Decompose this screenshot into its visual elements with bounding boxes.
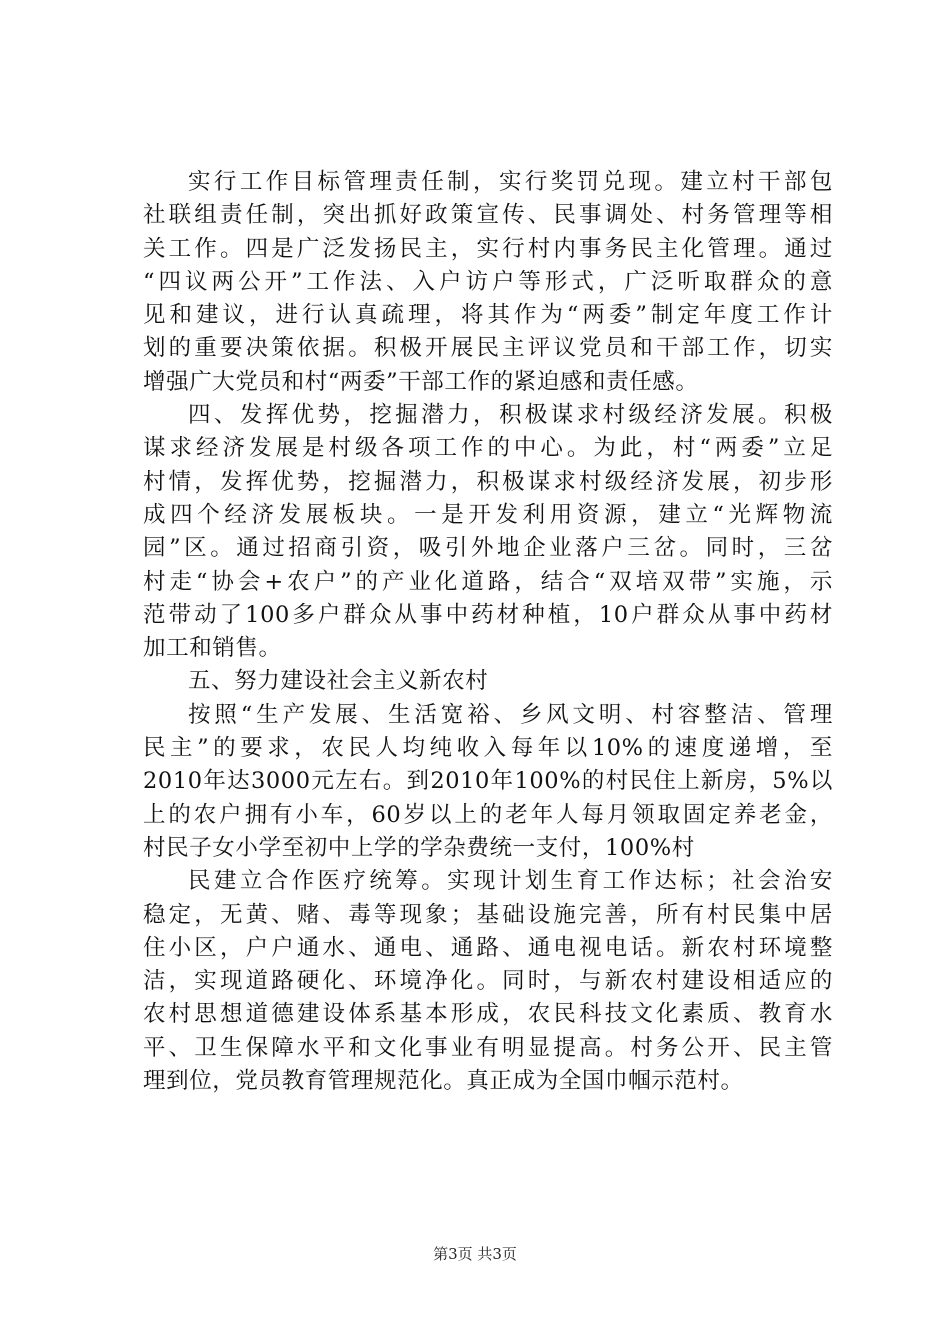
section-heading: 五、努力建设社会主义新农村 [188,668,489,695]
text-line: 民主”的要求，农民人均纯收入每年以10%的速度递增，至 [143,735,833,762]
text-line: 村民子女小学至初中上学的学杂费统一支付，100%村 [143,834,695,861]
text-line: 理到位，党员教育管理规范化。真正成为全国巾帼示范村。 [143,1068,744,1095]
text-line: 谋求经济发展是村级各项工作的中心。为此，村“两委”立足 [143,435,833,462]
page-number: 第3页 共3页 [433,1245,517,1263]
text-line: 民建立合作医疗统筹。实现计划生育工作达标；社会治安 [188,868,833,895]
page-footer [0,1244,950,1264]
text-line: 上的农户拥有小车，60岁以上的老年人每月领取固定养老金， [143,801,833,828]
section-heading-line: 四、发挥优势，挖掘潜力，积极谋求村级经济发展。积极 [188,402,833,429]
text-line: 2010年达3000元左右。到2010年100%的村民住上新房，5%以 [143,768,833,795]
text-line: 关工作。四是广泛发扬民主，实行村内事务民主化管理。通过 [143,235,833,262]
text-line: 村情，发挥优势，挖掘潜力，积极谋求村级经济发展，初步形 [143,468,833,495]
text-line: 按照“生产发展、生活宽裕、乡风文明、村容整洁、管理 [188,701,833,728]
text-line: 范带动了100多户群众从事中药材种植，10户群众从事中药材 [143,601,833,628]
text-line: 加工和销售。 [143,635,282,662]
text-line: 农村思想道德建设体系基本形成，农民科技文化素质、教育水 [143,1001,833,1028]
text-line: 实行工作目标管理责任制，实行奖罚兑现。建立村干部包 [188,169,833,195]
text-line: 见和建议，进行认真疏理，将其作为“两委”制定年度工作计 [143,302,833,329]
text-line: 划的重要决策依据。积极开展民主评议党员和干部工作，切实 [143,335,833,362]
text-line: 增强广大党员和村“两委”干部工作的紧迫感和责任感。 [143,368,699,395]
text-line: 成四个经济发展板块。一是开发利用资源，建立“光辉物流 [143,501,833,528]
text-line: 社联组责任制，突出抓好政策宣传、民事调处、村务管理等相 [143,202,833,229]
text-line: 平、卫生保障水平和文化事业有明显提高。村务公开、民主管 [143,1034,833,1061]
text-line: 村走“协会+农户”的产业化道路，结合“双培双带”实施，示 [143,568,833,595]
document-body [143,166,833,1098]
text-line: 洁，实现道路硬化、环境净化。同时，与新农村建设相适应的 [143,968,833,995]
text-line: 住小区，户户通水、通电、通路、通电视电话。新农村环境整 [143,934,833,961]
text-line: 园”区。通过招商引资，吸引外地企业落户三岔。同时，三岔 [143,535,833,562]
text-line: 稳定，无黄、赌、毒等现象；基础设施完善，所有村民集中居 [143,901,833,928]
text-line: “四议两公开”工作法、入户访户等形式，广泛听取群众的意 [143,268,833,295]
